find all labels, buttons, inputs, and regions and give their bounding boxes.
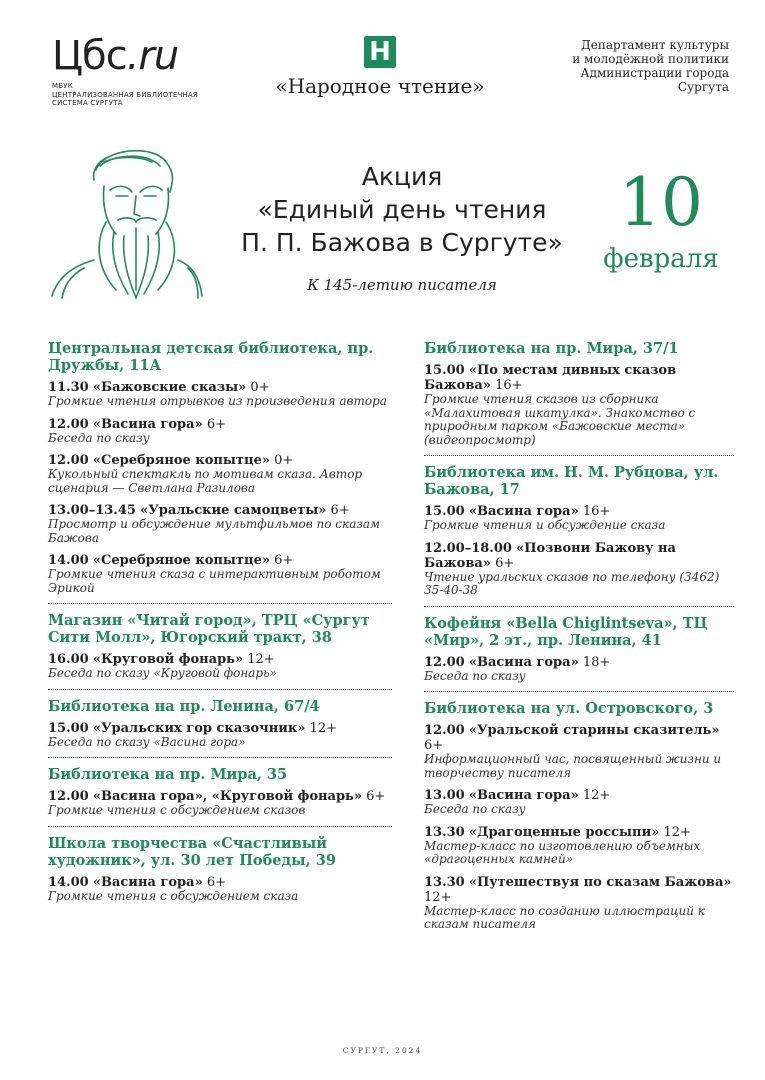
age-rating: 18+	[582, 654, 611, 670]
event-time: 12.00	[48, 789, 89, 804]
event-item	[424, 788, 734, 817]
event-description: Громкие чтения сказа с интерактивным роботом Эрикой	[48, 567, 381, 595]
event-description: Кукольный спектакль по мотивам сказа. Автор сценария — Светлана Разилова	[48, 467, 363, 495]
age-rating: 12+	[309, 720, 337, 736]
event-name: «Круговой фонарь»	[92, 652, 244, 667]
event-item	[48, 417, 392, 446]
event-title	[222, 160, 582, 259]
dept-line: Администрации города Сургута	[580, 66, 729, 94]
venue-title: Центральная детская библиотека, пр. Дружбы, 11А	[48, 340, 374, 374]
age-rating: 0+	[274, 453, 294, 468]
event-item	[48, 789, 392, 818]
event-time: 13.30	[424, 824, 465, 840]
section-divider	[48, 757, 392, 758]
event-name: «Уральских гор сказочник»	[92, 720, 306, 736]
left-column	[48, 340, 392, 911]
venue-section	[48, 835, 392, 904]
event-description: Беседа по сказу	[48, 430, 150, 445]
event-header	[424, 504, 734, 519]
logo-suffix: .ru	[126, 33, 179, 79]
age-rating: 12+	[663, 824, 691, 840]
event-description: Информационный час, посвященный жизни и творчеству писателя	[424, 752, 722, 780]
event-description: Беседа по сказу	[424, 668, 526, 683]
event-description: Мастер-класс по созданию иллюстраций к сказам писателя	[424, 903, 705, 931]
project-name: «Народное чтение»	[275, 74, 485, 98]
age-rating: 16+	[495, 378, 523, 393]
event-item	[424, 723, 734, 780]
event-description: Громкие чтения отрывков из произведения автора	[48, 394, 387, 408]
event-time: 11.30	[48, 380, 89, 395]
event-time: 13.00	[424, 788, 465, 803]
event-description: Громкие чтения сказов из сборника «Малахитовая шкатулка». Знакомство с природным парком «Бажовские места» (видеопросмотр)	[424, 392, 696, 447]
event-time: 15.00	[48, 720, 89, 736]
event-item	[48, 875, 392, 904]
age-rating: 6+	[274, 553, 294, 568]
event-name: «Серебряное копытце»	[92, 553, 270, 568]
event-header	[48, 417, 392, 432]
event-day: 10	[619, 164, 703, 241]
event-item	[424, 504, 734, 533]
venue-section	[48, 698, 392, 750]
event-item	[48, 652, 392, 681]
event-item	[424, 655, 734, 684]
venue-section	[424, 464, 734, 598]
event-header	[424, 655, 734, 670]
event-description: Беседа по сказу «Васина гора»	[48, 734, 246, 749]
cbs-logo	[52, 33, 212, 108]
event-name: «Драгоценные россыпи»	[468, 824, 660, 840]
event-time: 13.00–13.45	[48, 503, 136, 518]
event-time: 12.00	[424, 723, 465, 738]
event-month: февраля	[603, 244, 719, 274]
venue-section	[424, 340, 734, 447]
title-line: Акция	[361, 162, 443, 191]
event-time: 14.00	[48, 874, 89, 890]
venue-title: Библиотека на пр. Ленина, 67/4	[48, 697, 320, 715]
event-name: «Васина гора»	[92, 416, 203, 432]
event-header	[48, 875, 392, 890]
event-name: «По местам дивных сказов Бажова»	[424, 363, 677, 393]
event-description: Беседа по сказу «Круговой фонарь»	[48, 666, 277, 680]
event-header	[48, 721, 392, 736]
bazhov-portrait-icon	[44, 140, 204, 302]
event-item	[424, 825, 734, 867]
footer-city-year: СУРГУТ, 2024	[342, 1046, 423, 1055]
event-description: Мастер-класс по изготовлению объемных «драгоценных камней»	[424, 838, 701, 866]
event-item	[48, 380, 392, 409]
dept-line: Департамент культуры	[580, 38, 729, 52]
section-divider	[48, 689, 392, 690]
age-rating: 6+	[330, 503, 350, 518]
age-rating: 6+	[206, 874, 227, 890]
event-header	[424, 541, 734, 571]
event-description: Громкие чтения с обсуждением сказа	[48, 888, 299, 903]
event-header	[48, 380, 392, 395]
section-divider	[424, 606, 734, 607]
n-logo-icon: Н	[364, 36, 396, 68]
title-line: «Единый день чтения	[257, 195, 547, 224]
event-time: 12.00–18.00	[424, 540, 512, 556]
logo-subtitle	[52, 82, 212, 108]
venue-section	[48, 612, 392, 681]
event-time: 14.00	[48, 553, 89, 568]
event-item	[48, 503, 392, 545]
event-header	[424, 723, 734, 753]
event-description: Беседа по сказу	[424, 802, 526, 816]
age-rating: 6+	[206, 416, 227, 432]
event-name: «Васина гора», «Круговой фонарь»	[92, 789, 362, 804]
event-header	[48, 789, 392, 804]
event-name: «Путешествуя по сказам Бажова»	[468, 874, 732, 890]
event-header	[424, 825, 734, 840]
event-name: «Васина гора»	[468, 788, 579, 803]
event-item	[424, 875, 734, 932]
logo-sub-line: СИСТЕМА СУРГУТА	[52, 99, 123, 107]
venue-section	[424, 700, 734, 932]
section-divider	[424, 455, 734, 456]
event-time: 13.30	[424, 874, 465, 890]
event-time: 12.00	[48, 453, 89, 468]
title-line: П. П. Бажова в Сургуте»	[241, 228, 563, 257]
event-item	[48, 721, 392, 750]
age-rating: 0+	[250, 380, 270, 395]
event-header	[424, 875, 734, 905]
age-rating: 6+	[366, 789, 386, 804]
event-header	[424, 788, 734, 803]
event-item	[424, 541, 734, 598]
event-time: 15.00	[424, 363, 465, 378]
venue-title: Библиотека на ул. Островского, 3	[424, 700, 714, 717]
event-header	[48, 503, 392, 518]
logo-mark-text: Цбс	[52, 33, 127, 79]
event-description: Просмотр и обсуждение мультфильмов по сказам Бажова	[48, 517, 380, 545]
event-name: «Уральской старины сказитель»	[468, 723, 720, 738]
event-time: 12.00	[48, 416, 89, 432]
event-time: 15.00	[424, 504, 465, 519]
venue-title: Магазин «Читай город», ТРЦ «Сургут Сити Молл», Югорский тракт, 38	[48, 612, 370, 646]
event-item	[48, 553, 392, 595]
logo-sub-line: ЦЕНТРАЛИЗОВАННАЯ БИБЛИОТЕЧНАЯ	[52, 90, 198, 99]
age-rating: 12+	[247, 652, 275, 667]
section-divider	[48, 603, 392, 604]
event-name: «Бажовские сказы»	[92, 380, 247, 395]
venue-section	[424, 615, 734, 684]
event-item	[48, 453, 392, 495]
section-divider	[48, 826, 392, 827]
age-rating: 12+	[582, 788, 611, 803]
logo-mark	[52, 33, 212, 79]
event-name: «Васина гора»	[468, 504, 579, 519]
age-rating: 6+	[424, 738, 444, 753]
narodnoe-chtenie-logo	[270, 36, 490, 98]
event-header	[424, 363, 734, 393]
right-column	[424, 340, 734, 940]
venue-title: Библиотека на пр. Мира, 35	[48, 766, 288, 783]
venue-title: Школа творчества «Счастливый художник», ул. 30 лет Победы, 39	[48, 834, 336, 869]
event-header	[48, 553, 392, 568]
logo-sub-line: МБУК	[52, 82, 73, 90]
event-name: «Уральские самоцветы»	[140, 503, 327, 518]
event-description: Громкие чтения и обсуждение сказа	[424, 518, 666, 532]
event-description: Громкие чтения с обсуждением сказов	[48, 803, 306, 817]
event-item	[424, 363, 734, 447]
venue-section	[48, 766, 392, 818]
event-subtitle: К 145-летию писателя	[307, 276, 497, 294]
event-name: «Серебряное копытце»	[92, 453, 270, 468]
event-description: Чтение уральских сказов по телефону (3462) 35-40-38	[424, 569, 720, 597]
age-rating: 16+	[582, 504, 611, 519]
department-name	[529, 38, 729, 94]
event-header	[48, 652, 392, 667]
venue-title: Библиотека на пр. Мира, 37/1	[424, 340, 679, 357]
section-divider	[424, 691, 734, 692]
age-rating: 12+	[424, 889, 452, 905]
event-time: 16.00	[48, 652, 89, 667]
venue-section	[48, 340, 392, 595]
dept-line: и молодёжной политики	[572, 52, 729, 66]
event-time: 12.00	[424, 654, 465, 670]
age-rating: 6+	[495, 555, 515, 571]
venue-title: Библиотека им. Н. М. Рубцова, ул. Бажова, 17	[424, 464, 719, 498]
event-name: «Позвони Бажову на Бажова»	[424, 540, 676, 571]
event-name: «Васина гора»	[92, 874, 203, 890]
event-header	[48, 453, 392, 468]
venue-title: Кофейня «Bella Chiglintseva», ТЦ «Мир», 2 эт., пр. Ленина, 41	[424, 614, 708, 649]
event-name: «Васина гора»	[468, 654, 579, 670]
